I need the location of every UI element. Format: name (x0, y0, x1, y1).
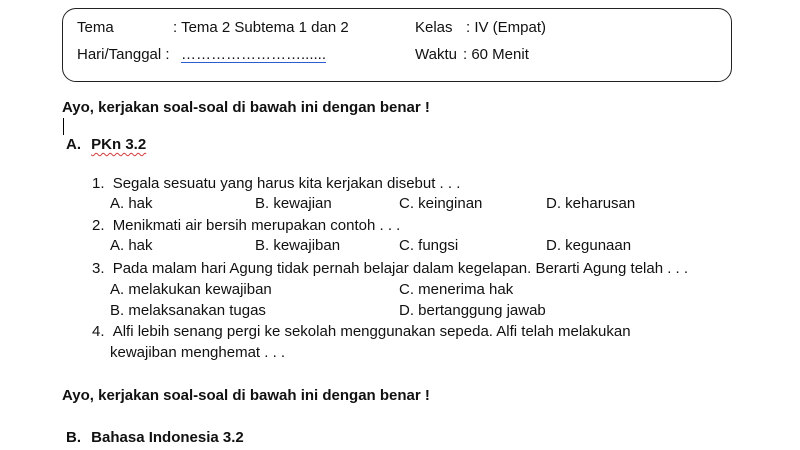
tema-label: Tema (77, 19, 114, 36)
question-4 (92, 323, 631, 340)
option-1c: C. keinginan (399, 195, 483, 212)
question-text: Alfi lebih senang pergi ke sekolah menggunakan sepeda. Alfi telah melakukan (112, 323, 631, 340)
question-1 (92, 175, 460, 192)
section-a-heading (66, 136, 146, 153)
option-1d: D. keharusan (546, 195, 636, 212)
option-3a: A. melakukan kewajiban (110, 281, 272, 298)
section-a-title: PKn 3.2 (91, 136, 147, 153)
instruction-1: Ayo, kerjakan soal-soal di bawah ini dengan benar ! (62, 99, 430, 116)
question-3 (92, 260, 688, 277)
option-2a: A. hak (110, 237, 153, 254)
hari-value: ……………………...... (181, 46, 327, 63)
section-b-letter: B. (66, 429, 81, 446)
question-number: 1. (92, 175, 105, 192)
option-3d: D. bertanggung jawab (399, 302, 546, 319)
waktu-value: : 60 Menit (463, 46, 529, 63)
question-text: Segala sesuatu yang harus kita kerjakan disebut . . . (112, 175, 461, 192)
option-3b: B. melaksanakan tugas (110, 302, 266, 319)
header-box (62, 8, 732, 82)
kelas-value: : IV (Empat) (466, 19, 547, 36)
hari-label: Hari/Tanggal : (77, 46, 170, 63)
option-2b: B. kewajiban (255, 237, 341, 254)
option-2d: D. kegunaan (546, 237, 632, 254)
question-number: 4. (92, 323, 105, 340)
instruction-2: Ayo, kerjakan soal-soal di bawah ini dengan benar ! (62, 387, 430, 404)
section-b-title: Bahasa Indonesia 3.2 (91, 429, 244, 446)
option-2c: C. fungsi (399, 237, 459, 254)
section-a-letter: A. (66, 136, 81, 153)
question-text: Pada malam hari Agung tidak pernah belajar dalam kegelapan. Berarti Agung telah . . . (112, 260, 689, 277)
question-number: 2. (92, 217, 105, 234)
question-number: 3. (92, 260, 105, 277)
question-2 (92, 217, 400, 234)
option-3c: C. menerima hak (399, 281, 514, 298)
question-text: Menikmati air bersih merupakan contoh . . . (112, 217, 401, 234)
option-1b: B. kewajian (255, 195, 332, 212)
text-cursor (63, 118, 64, 135)
section-b-heading (66, 429, 244, 446)
kelas-label: Kelas (415, 19, 453, 36)
tema-value: : Tema 2 Subtema 1 dan 2 (173, 19, 349, 36)
option-1a: A. hak (110, 195, 153, 212)
question-4-continuation: kewajiban menghemat . . . (110, 344, 286, 361)
waktu-label: Waktu (415, 46, 457, 63)
